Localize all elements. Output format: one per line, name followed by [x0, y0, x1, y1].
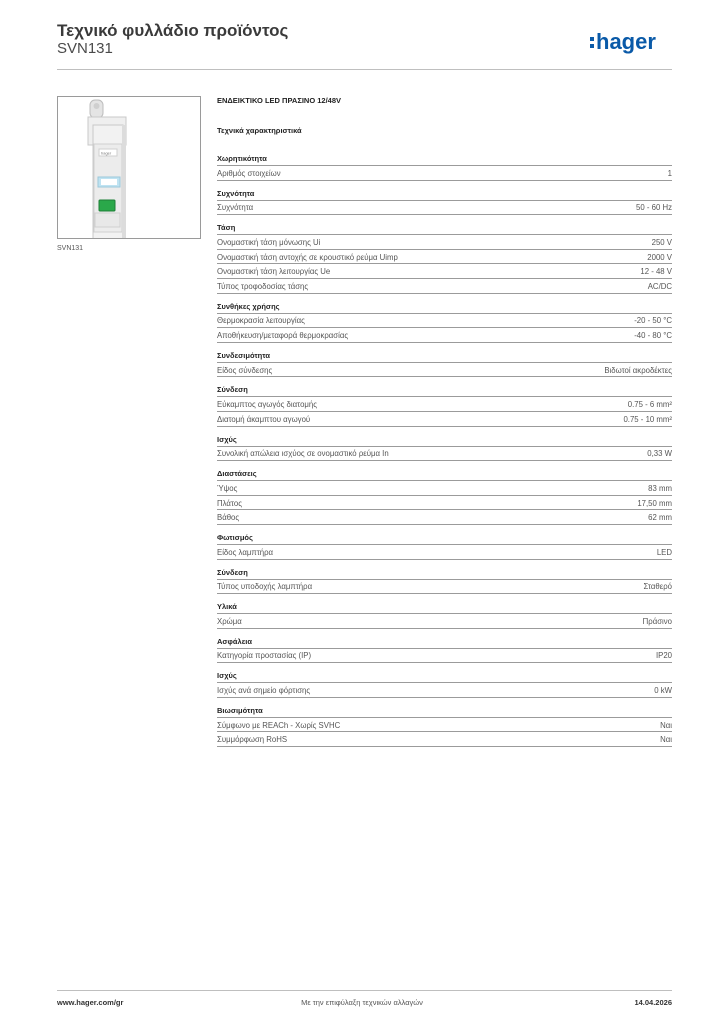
spec-row — [217, 495, 672, 510]
spec-label: Βάθος — [217, 513, 240, 523]
tech-characteristics-heading: Τεχνικά χαρακτηριστικά — [217, 126, 302, 135]
spec-label: Αποθήκευση/μεταφορά θερμοκρασίας — [217, 330, 349, 340]
section-title: Συνδεσιμότητα — [217, 350, 270, 360]
footer-notice: Με την επιφύλαξη τεχνικών αλλαγών — [301, 998, 423, 1007]
section-divider — [217, 342, 672, 343]
spec-label: Χρώμα — [217, 616, 242, 626]
product-image — [57, 96, 201, 239]
footer-divider — [57, 990, 672, 991]
spec-section — [217, 153, 672, 181]
spec-label: Συνολική απώλεια ισχύος σε ονομαστικό ρεύμα In — [217, 449, 389, 459]
spec-row — [217, 579, 672, 594]
section-divider — [217, 593, 672, 594]
footer-date: 14.04.2026 — [634, 998, 672, 1007]
section-title: Διαστάσεις — [217, 469, 257, 479]
spec-sections — [217, 153, 672, 747]
spec-label: Ύψος — [217, 483, 238, 493]
image-caption: SVN131 — [57, 245, 84, 252]
spec-row — [217, 509, 672, 524]
spec-row — [217, 446, 672, 461]
spec-section — [217, 567, 672, 595]
spec-value: 0 kW — [654, 686, 672, 696]
spec-label: Ονομαστική τάση αντοχής σε κρουστικό ρεύμα Uimp — [217, 252, 398, 262]
led-indicator — [99, 200, 115, 211]
section-title: Ισχύς — [217, 434, 237, 444]
spec-value: IP20 — [655, 651, 672, 661]
svg-text:hager: hager — [101, 150, 112, 156]
section-divider — [217, 559, 672, 560]
spec-section — [217, 301, 672, 343]
spec-value: AC/DC — [647, 281, 672, 291]
spec-row — [217, 249, 672, 264]
spec-row — [217, 411, 672, 426]
spec-label: Συμμόρφωση RoHS — [217, 735, 288, 745]
spec-row — [217, 613, 672, 628]
spec-label: Πλάτος — [217, 498, 242, 508]
section-title: Συχνότητα — [217, 188, 255, 198]
spec-row — [217, 263, 672, 278]
section-divider — [217, 426, 672, 427]
spec-section — [217, 188, 672, 216]
spec-value: 17,50 mm — [637, 498, 672, 508]
spec-label: Θερμοκρασία λειτουργίας — [217, 316, 305, 326]
spec-section — [217, 434, 672, 462]
spec-section — [217, 222, 672, 293]
spec-label: Ονομαστική τάση λειτουργίας Ue — [217, 267, 331, 277]
spec-value: Σταθερό — [643, 582, 672, 592]
spec-row — [217, 327, 672, 342]
spec-value: 0.75 - 6 mm² — [627, 400, 672, 410]
spec-value: LED — [656, 547, 672, 557]
section-divider — [217, 376, 672, 377]
spec-value: 2000 V — [647, 252, 672, 262]
section-title: Ισχύς — [217, 671, 237, 681]
spec-label: Σύμφωνο με REACh - Χωρίς SVHC — [217, 720, 341, 730]
spec-row — [217, 544, 672, 559]
spec-row — [217, 278, 672, 293]
spec-row — [217, 165, 672, 180]
spec-value: 0,33 W — [647, 449, 672, 459]
section-title: Συνθήκες χρήσης — [217, 301, 280, 311]
spec-value: Βιδωτοί ακροδέκτες — [604, 365, 672, 375]
spec-label: Τύπος υποδοχής λαμπτήρα — [217, 582, 313, 592]
section-title: Σύνδεση — [217, 385, 248, 395]
spec-value: -40 - 80 °C — [634, 330, 672, 340]
spec-row — [217, 362, 672, 377]
section-divider — [217, 524, 672, 525]
spec-value: 62 mm — [648, 513, 672, 523]
spec-row — [217, 717, 672, 732]
spec-value: 0.75 - 10 mm² — [623, 414, 672, 424]
spec-label: Ονομαστική τάση μόνωσης Ui — [217, 237, 321, 247]
spec-section — [217, 384, 672, 426]
spec-row — [217, 200, 672, 215]
section-title: Σύνδεση — [217, 567, 248, 577]
product-code: SVN131 — [57, 40, 113, 57]
spec-label: Είδος λαμπτήρα — [217, 547, 274, 557]
document-title: Τεχνικό φυλλάδιο προϊόντος — [57, 21, 289, 40]
spec-label: Διατομή άκαμπτου αγωγού — [217, 414, 311, 424]
section-divider — [217, 214, 672, 215]
section-divider — [217, 460, 672, 461]
spec-content — [217, 96, 672, 747]
spec-row — [217, 480, 672, 495]
section-title: Τάση — [217, 223, 236, 233]
section-divider — [217, 662, 672, 663]
spec-value: -20 - 50 °C — [634, 316, 672, 326]
spec-row — [217, 682, 672, 697]
section-title: Χωρητικότητα — [217, 154, 267, 163]
section-title: Βιωσιμότητα — [217, 705, 263, 715]
spec-value: Πράσινο — [642, 616, 672, 626]
spec-section — [217, 468, 672, 525]
spec-row — [217, 313, 672, 328]
spec-value: 12 - 48 V — [640, 267, 672, 277]
spec-label: Τύπος τροφοδοσίας τάσης — [217, 281, 309, 291]
section-title: Φωτισμός — [217, 532, 253, 542]
spec-section — [217, 601, 672, 629]
spec-label: Αριθμός στοιχείων — [217, 168, 281, 178]
section-divider — [217, 628, 672, 629]
spec-label: Ισχύς ανά σημείο φόρτισης — [217, 686, 311, 696]
spec-value: 83 mm — [648, 483, 672, 493]
spec-row — [217, 731, 672, 746]
spec-value: Ναι — [660, 735, 672, 745]
spec-section — [217, 705, 672, 747]
section-divider — [217, 697, 672, 698]
spec-row — [217, 234, 672, 249]
hager-logo — [588, 28, 678, 58]
spec-value: Ναι — [660, 720, 672, 730]
header-divider — [57, 69, 672, 70]
spec-row — [217, 648, 672, 663]
section-divider — [217, 293, 672, 294]
spec-section — [217, 636, 672, 664]
spec-value: 50 - 60 Hz — [636, 203, 672, 213]
spec-value: 250 V — [651, 237, 672, 247]
spec-value: 1 — [667, 168, 672, 178]
section-title: Ασφάλεια — [217, 636, 252, 646]
footer-website: www.hager.com/gr — [57, 998, 124, 1007]
spec-section — [217, 532, 672, 560]
spec-label: Συχνότητα — [217, 203, 254, 213]
spec-label: Είδος σύνδεσης — [217, 365, 273, 375]
spec-row — [217, 396, 672, 411]
spec-label: Εύκαμπτος αγωγός διατομής — [217, 400, 318, 410]
section-title: Υλικά — [217, 602, 237, 612]
spec-section — [217, 350, 672, 378]
brand-wordmark: hager — [596, 29, 656, 54]
spec-section — [217, 670, 672, 698]
section-divider — [217, 180, 672, 181]
spec-label: Κατηγορία προστασίας (IP) — [217, 651, 312, 661]
product-name: ΕΝΔΕΙΚΤΙΚΟ LED ΠΡΑΣΙΝΟ 12/48V — [217, 96, 342, 105]
section-divider — [217, 746, 672, 747]
